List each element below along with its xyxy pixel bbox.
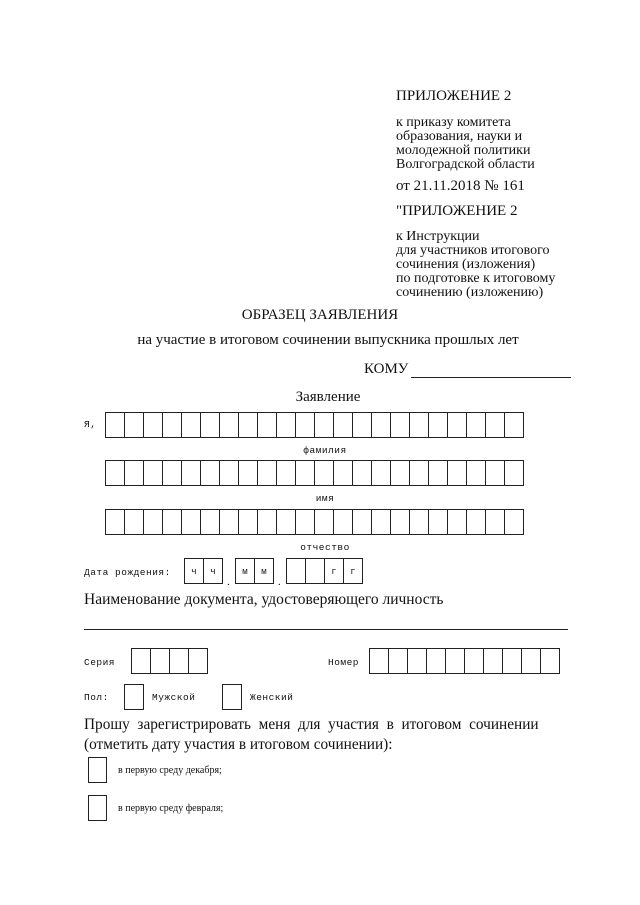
form-cell[interactable] — [143, 509, 163, 535]
form-cell[interactable] — [105, 509, 125, 535]
form-cell[interactable]: г — [324, 558, 344, 584]
form-cell[interactable] — [407, 648, 427, 674]
form-cell[interactable] — [238, 460, 258, 486]
form-cell[interactable] — [371, 460, 391, 486]
form-cell[interactable] — [238, 509, 258, 535]
order-line-3: молодежной политики — [396, 143, 531, 158]
request-line-2: (отметить дату участия в итоговом сочинении): — [84, 736, 393, 753]
form-cell[interactable] — [352, 460, 372, 486]
form-cell[interactable] — [219, 460, 239, 486]
form-cell[interactable] — [143, 412, 163, 438]
form-cell[interactable] — [238, 412, 258, 438]
form-cell[interactable] — [143, 460, 163, 486]
form-cell[interactable] — [485, 460, 505, 486]
form-cell[interactable] — [105, 460, 125, 486]
form-cell[interactable] — [447, 412, 467, 438]
form-cell[interactable] — [485, 509, 505, 535]
form-cell[interactable] — [466, 509, 486, 535]
form-cell[interactable] — [540, 648, 560, 674]
form-cell[interactable] — [188, 648, 208, 674]
form-cell[interactable] — [428, 509, 448, 535]
form-cell[interactable] — [390, 460, 410, 486]
form-cell[interactable] — [390, 412, 410, 438]
form-cell[interactable] — [314, 460, 334, 486]
february-option-label: в первую среду февраля; — [118, 803, 224, 814]
form-cell[interactable] — [333, 412, 353, 438]
form-cell[interactable] — [219, 509, 239, 535]
form-cell[interactable] — [483, 648, 503, 674]
order-line-2: образования, науки и — [396, 129, 523, 144]
form-cell[interactable] — [485, 412, 505, 438]
form-cell[interactable] — [286, 558, 306, 584]
male-label: Мужской — [152, 692, 196, 703]
surname-cells[interactable] — [105, 412, 523, 438]
number-label: Номер — [328, 657, 360, 668]
form-cell[interactable] — [169, 648, 189, 674]
form-cell[interactable] — [428, 460, 448, 486]
form-cell[interactable] — [521, 648, 541, 674]
form-cell[interactable] — [466, 460, 486, 486]
form-cell[interactable] — [295, 460, 315, 486]
form-cell[interactable] — [150, 648, 170, 674]
form-cell[interactable] — [200, 509, 220, 535]
birthdate-year-cells[interactable] — [286, 558, 362, 584]
form-cell[interactable] — [333, 509, 353, 535]
birthdate-separator: . — [227, 576, 230, 588]
february-checkbox[interactable] — [88, 795, 107, 821]
form-cell[interactable] — [390, 509, 410, 535]
form-cell[interactable] — [504, 412, 524, 438]
form-cell[interactable] — [295, 509, 315, 535]
form-cell[interactable] — [181, 509, 201, 535]
form-cell[interactable] — [200, 412, 220, 438]
form-subtitle: на участие в итоговом сочинении выпускника прошлых лет — [137, 332, 519, 348]
appendix-title-2: "ПРИЛОЖЕНИЕ 2 — [396, 203, 518, 219]
form-cell[interactable] — [295, 412, 315, 438]
form-cell[interactable] — [105, 412, 125, 438]
form-cell[interactable] — [426, 648, 446, 674]
form-cell[interactable] — [314, 412, 334, 438]
form-cell[interactable] — [276, 412, 296, 438]
surname-label: фамилия — [303, 445, 347, 456]
order-date: от 21.11.2018 № 161 — [396, 178, 525, 194]
form-cell[interactable]: м — [235, 558, 255, 584]
form-cell[interactable] — [124, 460, 144, 486]
name-cells[interactable] — [105, 460, 523, 486]
december-checkbox[interactable] — [88, 757, 107, 783]
form-cell[interactable]: м — [254, 558, 274, 584]
patronymic-label: отчество — [300, 542, 350, 553]
form-cell[interactable] — [409, 412, 429, 438]
form-cell[interactable] — [504, 460, 524, 486]
form-cell[interactable] — [124, 509, 144, 535]
form-cell[interactable] — [466, 412, 486, 438]
form-cell[interactable] — [409, 460, 429, 486]
instruction-line-1: к Инструкции — [396, 229, 480, 244]
birthdate-month-cells[interactable] — [235, 558, 273, 584]
form-cell[interactable] — [333, 460, 353, 486]
female-checkbox[interactable] — [222, 684, 242, 710]
form-cell[interactable] — [504, 509, 524, 535]
form-cell[interactable] — [371, 509, 391, 535]
instruction-line-3: сочинения (изложения) — [396, 257, 536, 272]
form-cell[interactable] — [369, 648, 389, 674]
to-label: КОМУ — [364, 361, 409, 377]
form-cell[interactable] — [502, 648, 522, 674]
form-cell[interactable] — [181, 412, 201, 438]
order-line-1: к приказу комитета — [396, 115, 511, 130]
birthdate-day-cells[interactable] — [184, 558, 222, 584]
birthdate-separator: . — [278, 576, 281, 588]
male-checkbox[interactable] — [124, 684, 144, 710]
name-label: имя — [315, 493, 335, 504]
form-cell[interactable] — [162, 460, 182, 486]
statement-heading: Заявление — [295, 389, 361, 405]
form-cell[interactable] — [388, 648, 408, 674]
instruction-line-2: для участников итогового — [396, 243, 550, 258]
i-label: Я, — [84, 419, 97, 430]
form-cell[interactable] — [409, 509, 429, 535]
form-cell[interactable] — [162, 412, 182, 438]
form-cell[interactable] — [257, 509, 277, 535]
form-cell[interactable] — [445, 648, 465, 674]
form-cell[interactable] — [276, 460, 296, 486]
form-title: ОБРАЗЕЦ ЗАЯВЛЕНИЯ — [241, 307, 399, 323]
form-cell[interactable]: ч — [184, 558, 204, 584]
gender-label: Пол: — [84, 692, 109, 703]
form-cell[interactable] — [276, 509, 296, 535]
number-cells[interactable] — [369, 648, 559, 674]
form-cell[interactable] — [447, 509, 467, 535]
form-cell[interactable] — [257, 460, 277, 486]
series-label: Серия — [84, 657, 116, 668]
form-cell[interactable] — [257, 412, 277, 438]
document-field[interactable] — [84, 629, 568, 630]
form-cell[interactable] — [314, 509, 334, 535]
order-line-4: Волгоградской области — [396, 157, 535, 172]
form-cell[interactable] — [131, 648, 151, 674]
birthdate-label: Дата рождения: — [84, 567, 171, 578]
form-cell[interactable] — [352, 412, 372, 438]
form-cell[interactable] — [447, 460, 467, 486]
form-cell[interactable] — [162, 509, 182, 535]
female-label: Женский — [250, 692, 294, 703]
request-line-1: Прошу зарегистрировать меня для участия в итоговом сочинении — [84, 716, 539, 733]
form-cell[interactable] — [124, 412, 144, 438]
form-cell[interactable]: ч — [203, 558, 223, 584]
form-cell[interactable] — [428, 412, 448, 438]
series-cells[interactable] — [131, 648, 207, 674]
form-cell[interactable] — [200, 460, 220, 486]
form-cell[interactable]: г — [343, 558, 363, 584]
december-option-label: в первую среду декабря; — [118, 765, 222, 776]
instruction-line-5: сочинению (изложению) — [396, 285, 544, 300]
patronymic-cells[interactable] — [105, 509, 523, 535]
form-cell[interactable] — [305, 558, 325, 584]
to-field[interactable] — [411, 377, 571, 378]
appendix-title: ПРИЛОЖЕНИЕ 2 — [396, 88, 512, 104]
form-cell[interactable] — [371, 412, 391, 438]
form-cell[interactable] — [464, 648, 484, 674]
document-label: Наименование документа, удостоверяющего личность — [84, 591, 444, 608]
form-cell[interactable] — [181, 460, 201, 486]
form-cell[interactable] — [352, 509, 372, 535]
instruction-line-4: по подготовке к итоговому — [396, 271, 556, 286]
form-cell[interactable] — [219, 412, 239, 438]
